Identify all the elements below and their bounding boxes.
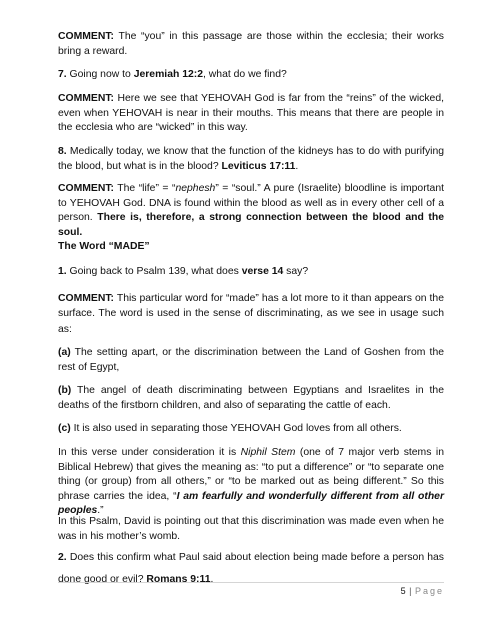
paragraph-text: The “life” = “: [114, 183, 176, 194]
page-label: Page: [414, 586, 444, 596]
paragraph-text: say?: [283, 266, 309, 277]
scripture-reference: Romans 9:11: [146, 574, 211, 585]
section-heading: [58, 240, 444, 255]
psalm-paragraph: [58, 515, 444, 544]
comment-paragraph-2: [58, 92, 444, 136]
paragraph-text: , what do we find?: [203, 69, 287, 80]
question-2: [58, 547, 444, 591]
paragraph-text: .”: [97, 505, 104, 517]
footer-divider: [58, 582, 444, 583]
question-number: 2.: [58, 552, 67, 563]
niphil-paragraph: [58, 446, 444, 519]
comment-label: COMMENT:: [58, 293, 114, 304]
paragraph-text: ” = “soul.” A pure (Israelite) bloodline is important to YEHOVAH God. DNA is found within the blood as well as in every other cell of a person.: [58, 183, 445, 224]
point-a: [58, 346, 444, 375]
question-number: 1.: [58, 266, 67, 277]
paragraph-text: The angel of death discriminating between Egyptians and Israelites in the deaths of the firstborn children, and also of separating the cattle of each.: [58, 385, 444, 411]
emphasis-text: There is, therefore, a strong connection between the blood and the soul.: [58, 212, 445, 238]
point-label: (c): [58, 423, 71, 434]
paragraph-text: Does this confirm what Paul said about election being made before a person has done good or evil?: [58, 552, 444, 585]
comment-paragraph-1: [58, 30, 444, 59]
hebrew-term: nephesh: [175, 183, 216, 194]
comment-paragraph-3: [58, 182, 444, 240]
question-1: [58, 265, 444, 280]
point-label: (a): [58, 347, 71, 358]
paragraph-text: Going back to Psalm 139, what does: [66, 266, 242, 277]
paragraph-text: (one of 7 major verb stems in Biblical Hebrew) that gives the meaning as: “to put a difference” or “to separate one thing (or group) from all others,” or “to be marked out as being different.” So this phrase carries the idea, “: [58, 447, 444, 502]
paragraph-text: Here we see that YEHOVAH God is far from the “reins” of the wicked, even when YEHOVAH is near in their mouths. This means that there are people in the ecclesia who are “wicked” in this way.: [58, 93, 444, 134]
page-number: 5: [400, 586, 407, 596]
paragraph-text: .: [295, 160, 299, 172]
paragraph-text: It is also used in separating those YEHOVAH God loves from all others.: [70, 423, 402, 434]
point-b: [58, 384, 444, 413]
question-number: 7.: [58, 69, 67, 80]
paragraph-text: Going now to: [66, 69, 134, 80]
scripture-reference: verse 14: [241, 266, 284, 277]
comment-paragraph-4: [58, 291, 444, 337]
page-footer: [401, 586, 444, 596]
point-label: (b): [58, 385, 72, 396]
paragraph-text: This particular word for “made” has a lot more to it than appears on the surface. The word is used in the sense of discriminating, as we see in usage such as:: [58, 293, 444, 335]
grammar-term: Niphil Stem: [240, 447, 296, 458]
comment-label: COMMENT:: [58, 31, 114, 42]
paragraph-text: The setting apart, or the discrimination between the Land of Goshen from the rest of Egypt,: [58, 347, 444, 373]
paragraph-text: Medically today, we know that the function of the kidneys has to do with purifying the blood, but what is in the blood?: [58, 146, 444, 172]
point-c: [58, 422, 444, 437]
question-8: [58, 145, 444, 174]
heading-text: The Word “MADE”: [58, 241, 150, 252]
comment-label: COMMENT:: [58, 93, 114, 104]
paragraph-text: The “you” in this passage are those within the ecclesia; their works bring a reward.: [58, 31, 444, 57]
scripture-reference: Leviticus 17:11: [221, 160, 296, 172]
emphasis-quote: I am fearfully and wonderfully different from all other peoples: [58, 490, 444, 517]
question-7: [58, 68, 444, 83]
paragraph-text: In this Psalm, David is pointing out that this discrimination was made even when he was in his mother’s womb.: [58, 516, 444, 542]
paragraph-text: In this verse under consideration it is: [58, 447, 241, 458]
scripture-reference: Jeremiah 12:2: [133, 69, 204, 80]
footer-separator: |: [409, 586, 412, 596]
question-number: 8.: [58, 146, 67, 157]
comment-label: COMMENT:: [58, 183, 114, 194]
paragraph-text: .: [210, 574, 214, 585]
